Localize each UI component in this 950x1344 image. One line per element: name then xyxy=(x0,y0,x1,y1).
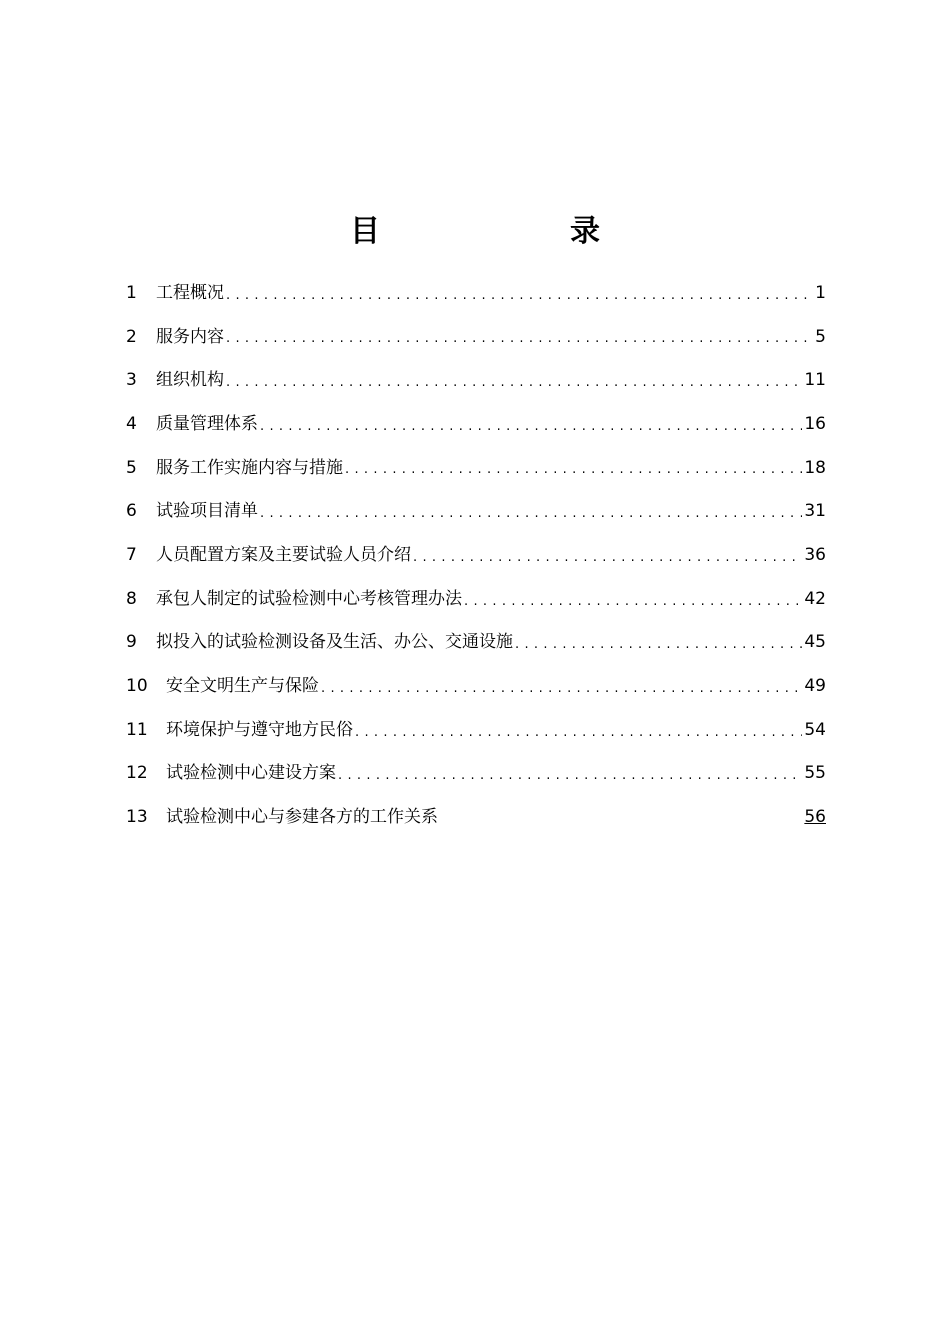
toc-page-number: 1 xyxy=(815,282,826,303)
toc-page-number: 11 xyxy=(804,370,826,391)
toc-number: 1 xyxy=(126,282,137,303)
toc-entry-7[interactable] xyxy=(126,533,826,577)
toc-title: 拟投入的试验检测设备及生活、办公、交通设施 xyxy=(156,632,513,653)
toc-page-number: 16 xyxy=(804,413,826,434)
toc-number: 3 xyxy=(126,370,137,391)
toc-page-number: 49 xyxy=(804,676,826,697)
toc-title: 服务内容 xyxy=(156,326,224,347)
toc-number: 7 xyxy=(126,544,137,565)
toc-entry-13[interactable] xyxy=(126,795,826,839)
toc-title: 安全文明生产与保险 xyxy=(166,676,319,697)
toc-dot-leader xyxy=(260,420,802,434)
toc-dot-leader xyxy=(338,769,802,783)
toc-title: 试验检测中心与参建各方的工作关系 xyxy=(166,807,438,828)
toc-dot-leader xyxy=(413,551,802,565)
toc-dot-leader xyxy=(355,726,802,740)
toc-title: 服务工作实施内容与措施 xyxy=(156,457,343,478)
toc-dot-leader xyxy=(321,682,802,696)
toc-page-number: 42 xyxy=(804,588,826,609)
toc-entry-2[interactable] xyxy=(126,315,826,359)
toc-title: 试验项目清单 xyxy=(156,501,258,522)
toc-page-number: 18 xyxy=(804,457,826,478)
toc-title: 人员配置方案及主要试验人员介绍 xyxy=(156,544,411,565)
toc-number: 10 xyxy=(126,676,148,697)
toc-title: 质量管理体系 xyxy=(156,413,258,434)
toc-number: 2 xyxy=(126,326,137,347)
toc-number: 11 xyxy=(126,719,148,740)
toc-title: 环境保护与遵守地方民俗 xyxy=(166,719,353,740)
toc-dot-leader xyxy=(345,463,802,477)
toc-dot-leader xyxy=(515,638,802,652)
toc-number: 6 xyxy=(126,501,137,522)
toc-page-number: 45 xyxy=(804,632,826,653)
toc-entry-3[interactable] xyxy=(126,358,826,402)
toc-page-number: 5 xyxy=(815,326,826,347)
toc-title: 承包人制定的试验检测中心考核管理办法 xyxy=(156,588,462,609)
toc-dot-leader xyxy=(464,595,802,609)
toc-dot-leader xyxy=(226,332,813,346)
toc-dot-leader xyxy=(226,289,813,303)
table-of-contents xyxy=(126,271,826,839)
toc-number: 13 xyxy=(126,807,148,828)
toc-page-number[interactable]: 56 xyxy=(804,807,826,828)
page-title: 目 录 xyxy=(350,214,680,249)
toc-title: 组织机构 xyxy=(156,370,224,391)
toc-page-number: 36 xyxy=(804,544,826,565)
toc-leader-blank xyxy=(440,813,802,827)
toc-entry-4[interactable] xyxy=(126,402,826,446)
toc-title: 工程概况 xyxy=(156,282,224,303)
toc-entry-8[interactable] xyxy=(126,577,826,621)
toc-entry-12[interactable] xyxy=(126,752,826,796)
toc-title: 试验检测中心建设方案 xyxy=(166,763,336,784)
toc-entry-9[interactable] xyxy=(126,621,826,665)
toc-dot-leader xyxy=(260,507,802,521)
toc-number: 5 xyxy=(126,457,137,478)
toc-number: 8 xyxy=(126,588,137,609)
toc-page-number: 31 xyxy=(804,501,826,522)
toc-entry-1[interactable] xyxy=(126,271,826,315)
toc-page-number: 54 xyxy=(804,719,826,740)
toc-number: 9 xyxy=(126,632,137,653)
toc-entry-6[interactable] xyxy=(126,489,826,533)
toc-number: 12 xyxy=(126,763,148,784)
toc-page-number: 55 xyxy=(804,763,826,784)
toc-number: 4 xyxy=(126,413,137,434)
toc-entry-10[interactable] xyxy=(126,664,826,708)
toc-entry-11[interactable] xyxy=(126,708,826,752)
toc-dot-leader xyxy=(226,376,802,390)
toc-entry-5[interactable] xyxy=(126,446,826,490)
